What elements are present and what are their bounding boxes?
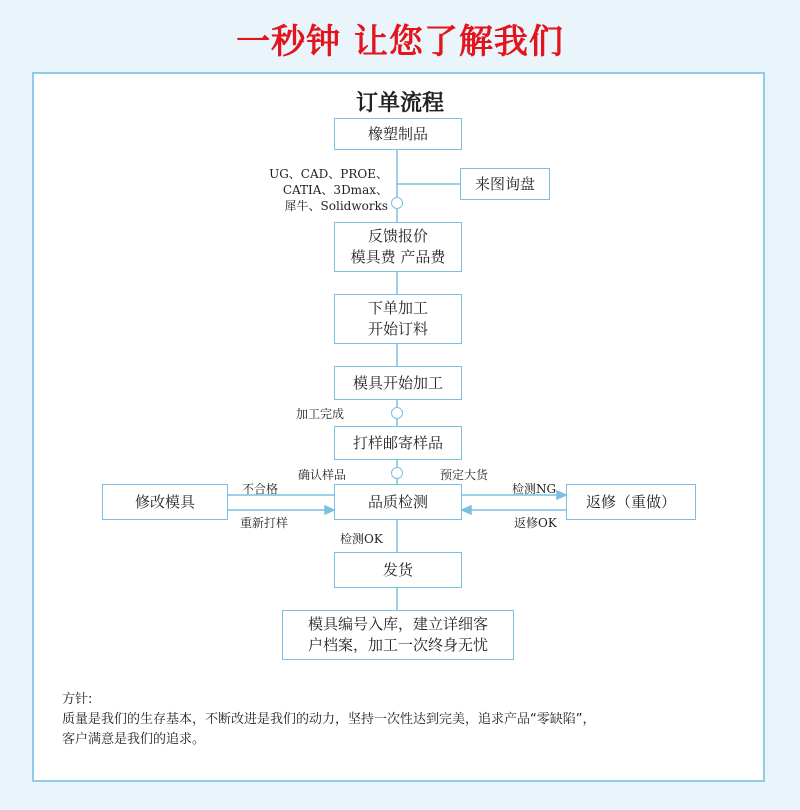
node-feedback-quote-line1: 反馈报价 <box>367 227 428 245</box>
node-ship-label: 发货 <box>382 560 413 579</box>
label-confirm-sample: 确认样品 <box>298 468 347 482</box>
label-unqualified: 不合格 <box>242 482 279 496</box>
label-formats-line1: UG、CAD、PROE、 <box>269 167 388 181</box>
node-feedback-quote <box>334 222 462 272</box>
label-formats-line3: 犀牛、Solidworks <box>284 199 388 213</box>
node-plastic-products-label: 橡塑制品 <box>367 124 428 143</box>
policy-line2: 客户满意是我们的追求。 <box>62 732 206 747</box>
node-place-order-line2: 开始订料 <box>367 320 428 338</box>
label-check-ok: 检测OK <box>340 532 383 546</box>
policy-block <box>62 690 762 750</box>
node-plastic-products <box>334 118 462 150</box>
node-modify-mold <box>102 484 228 520</box>
node-feedback-quote-line2: 模具费 产品费 <box>350 248 446 266</box>
label-processing-done: 加工完成 <box>296 407 345 421</box>
node-drawing-inquiry <box>460 168 550 200</box>
node-place-order-line1: 下单加工 <box>367 299 428 317</box>
node-sample-mail-label: 打样邮寄样品 <box>352 433 443 452</box>
node-modify-mold-label: 修改模具 <box>134 492 195 511</box>
policy-heading: 方针: <box>62 692 93 707</box>
node-archive <box>282 610 514 660</box>
node-place-order <box>334 294 462 344</box>
diagram-title: 订单流程 <box>355 91 444 116</box>
node-mold-start <box>334 366 462 400</box>
node-rework <box>566 484 696 520</box>
node-mold-start-label: 模具开始加工 <box>352 373 443 392</box>
junction-processing <box>391 407 403 419</box>
label-formats-line2: CATIA、3Dmax、 <box>282 183 388 197</box>
node-ship <box>334 552 462 588</box>
label-formats <box>236 166 388 214</box>
node-sample-mail <box>334 426 462 460</box>
node-quality-check-label: 品质检测 <box>367 492 428 511</box>
label-resample: 重新打样 <box>240 516 289 530</box>
label-scheduled-shipment: 预定大货 <box>440 468 489 482</box>
node-archive-line1: 模具编号入库，建立详细客 <box>307 615 488 633</box>
node-archive-line2: 户档案，加工一次终身无忧 <box>307 636 488 654</box>
label-rework-ok: 返修OK <box>514 516 557 530</box>
node-drawing-inquiry-label: 来图询盘 <box>474 174 535 193</box>
junction-formats <box>391 197 403 209</box>
node-rework-label: 返修（重做） <box>585 492 676 511</box>
headline: 一秒钟 让您了解我们 <box>236 22 564 62</box>
junction-confirm <box>391 467 403 479</box>
policy-line1: 质量是我们的生存基本，不断改进是我们的动力，坚持一次性达到完美，追求产品“零缺陷”， <box>62 712 596 727</box>
node-quality-check <box>334 484 462 520</box>
label-check-ng: 检测NG <box>512 482 557 496</box>
